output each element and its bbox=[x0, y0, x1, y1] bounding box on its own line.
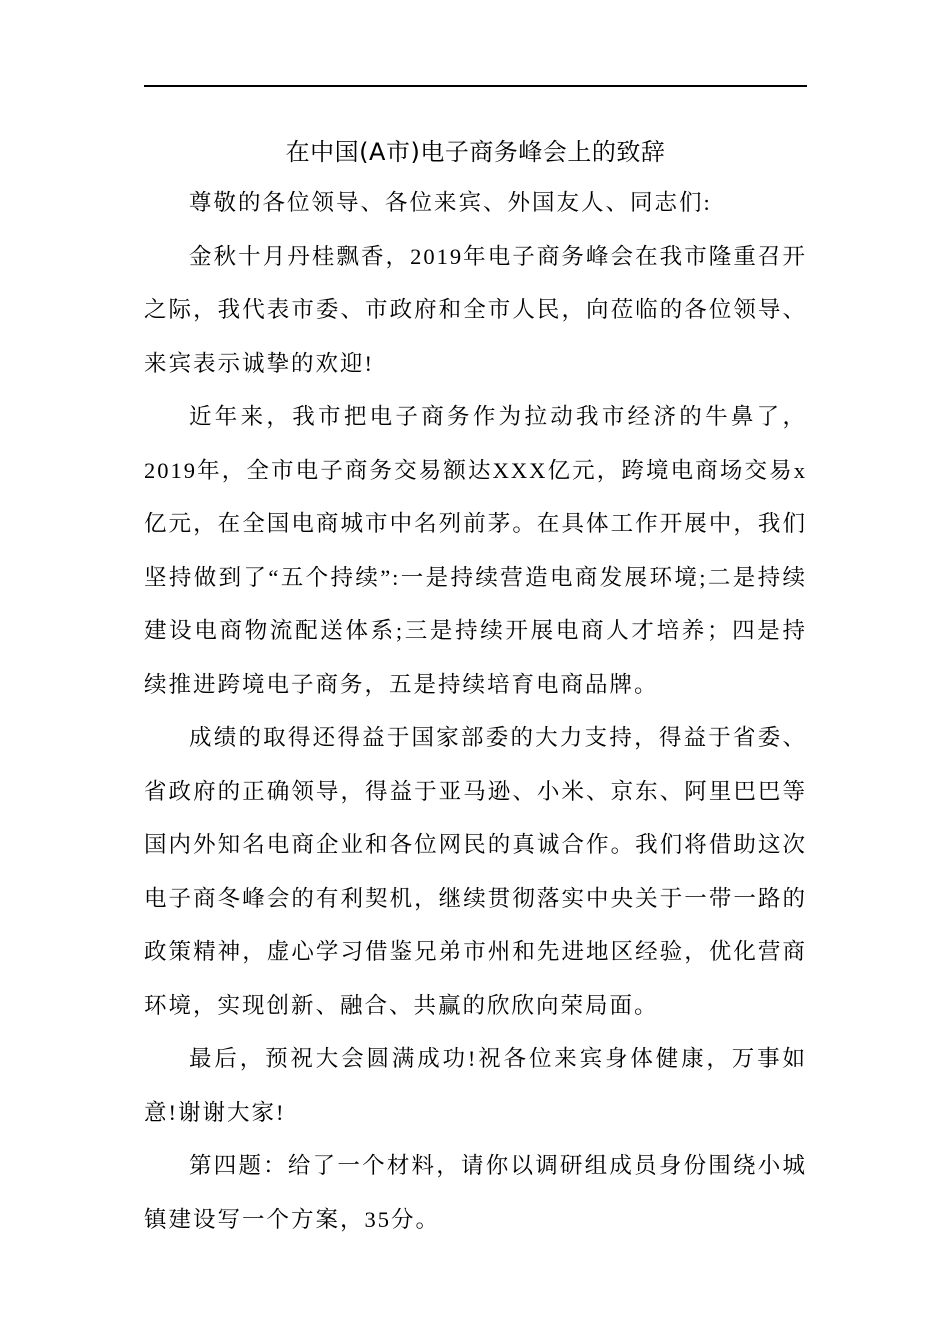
paragraph-closing: 最后，预祝大会圆满成功!祝各位来宾身体健康，万事如意!谢谢大家! bbox=[144, 1046, 807, 1125]
document-body bbox=[144, 176, 807, 1246]
paragraph-welcome: 金秋十月丹桂飘香，2019年电子商务峰会在我市隆重召开之际，我代表市委、市政府和全市人民，向莅临的各位领导、来宾表示诚挚的欢迎! bbox=[144, 243, 807, 376]
header-rule bbox=[144, 85, 807, 87]
paragraph-support: 成绩的取得还得益于国家部委的大力支持，得益于省委、省政府的正确领导，得益于亚马逊、小米、京东、阿里巴巴等国内外知名电商企业和各位网民的真诚合作。我们将借助这次电子商冬峰会的有利契机，继续贯彻落实中央关于一带一路的政策精神，虚心学习借鉴兄弟市州和先进地区经验，优化营商环境，实现创新、融合、共赢的欣欣向荣局面。 bbox=[144, 725, 807, 1018]
document-title: 在中国(A市)电子商务峰会上的致辞 bbox=[285, 138, 666, 166]
paragraph-question-four: 第四题：给了一个材料，请你以调研组成员身份围绕小城镇建设写一个方案，35分。 bbox=[144, 1153, 807, 1232]
paragraph-achievements: 近年来，我市把电子商务作为拉动我市经济的牛鼻了，2019年，全市电子商务交易额达XXX亿元，跨境电商场交易x亿元，在全国电商城市中名列前茅。在具体工作开展中，我们坚持做到了“五个持续”:一是持续营造电商发展环境;二是持续建设电商物流配送体系;三是持续开展电商人才培养；四是持续推进跨境电子商务，五是持续培育电商品牌。 bbox=[144, 404, 807, 697]
paragraph-salutation: 尊敬的各位领导、各位来宾、外国友人、同志们: bbox=[189, 190, 712, 215]
